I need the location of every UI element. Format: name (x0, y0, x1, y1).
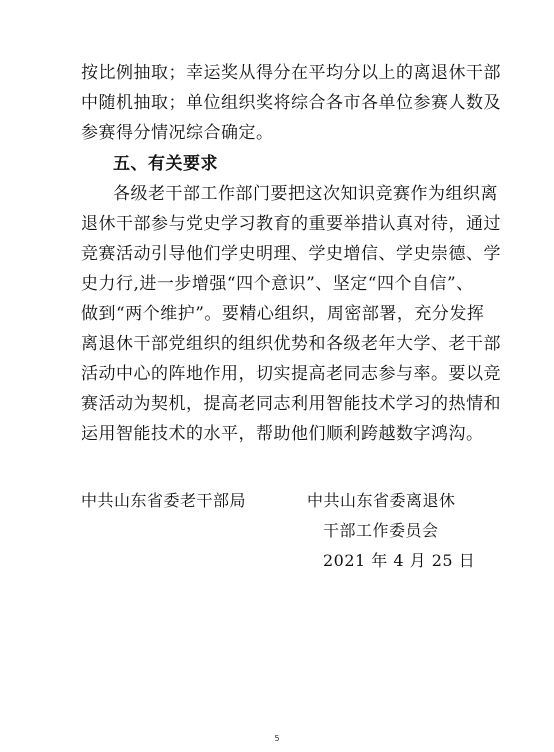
section-heading: 五、有关要求 (113, 154, 218, 174)
text-line: 中随机抽取；单位组织奖将综合各市各单位参赛人数及 (81, 93, 501, 113)
signature-right-org-line1: 中共山东省委离退休 (307, 491, 456, 510)
signature-date: 2021 年 4 月 25 日 (323, 551, 476, 570)
signature-right-org-line2: 干部工作委员会 (323, 521, 439, 540)
text-line: 赛活动为契机，提高老同志利用智能技术学习的热情和 (81, 394, 501, 414)
text-line: 离退休干部党组织的组织优势和各级老年大学、老干部 (81, 334, 501, 354)
signature-left-org: 中共山东省委老干部局 (81, 491, 247, 510)
page-number: 5 (274, 734, 280, 743)
text-line: 竞赛活动引导他们学史明理、学史增信、学史崇德、学 (81, 244, 501, 264)
text-line: 做到“两个维护”。要精心组织，周密部署，充分发挥 (81, 304, 485, 324)
text-line: 退休干部参与党史学习教育的重要举措认真对待，通过 (81, 214, 501, 234)
text-line: 活动中心的阵地作用，切实提高老同志参与率。要以竞 (81, 364, 501, 384)
text-line: 按比例抽取；幸运奖从得分在平均分以上的离退休干部 (81, 63, 501, 83)
text-line: 各级老干部工作部门要把这次知识竞赛作为组织离 (113, 184, 498, 204)
text-line: 参赛得分情况综合确定。 (81, 123, 274, 143)
text-line: 史力行,进一步增强“四个意识”、坚定“四个自信”、 (81, 274, 474, 294)
text-line: 运用智能技术的水平，帮助他们顺利跨越数字鸿沟。 (81, 424, 484, 444)
